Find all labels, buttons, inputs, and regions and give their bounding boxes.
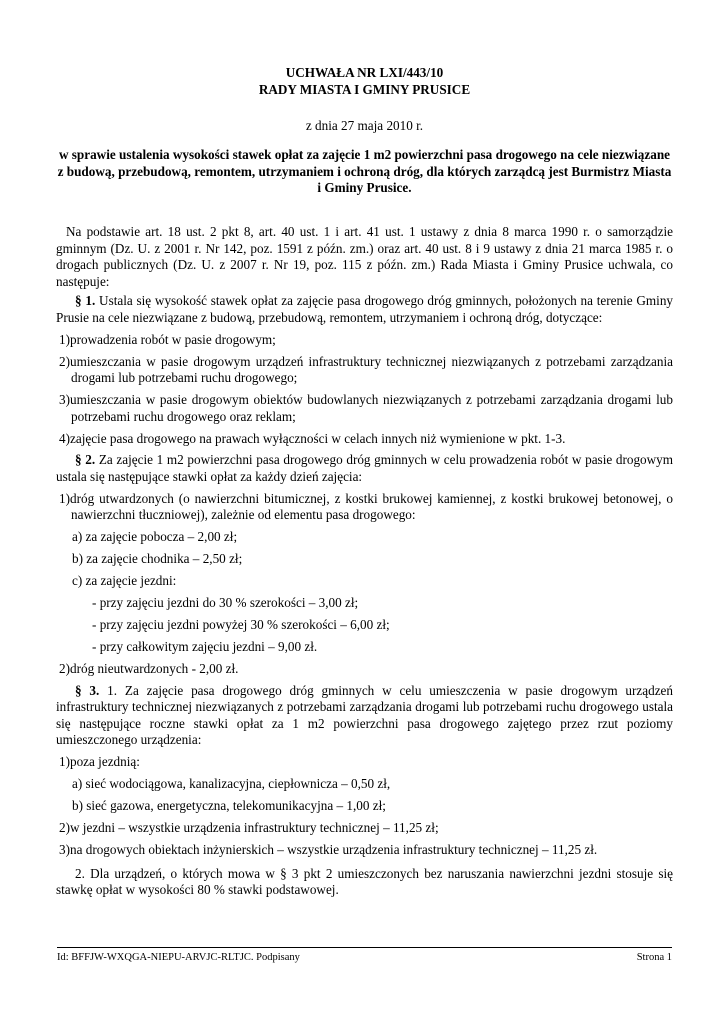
section-3 <box>56 683 673 749</box>
resolution-heading <box>56 65 673 98</box>
resolution-subject: w sprawie ustalenia wysokości stawek opłat za zajęcie 1 m2 powierzchni pasa drogowego na cele niezwiązane z budową, przebudową, remontem, utrzymaniem i ochroną dróg, dla których zarządcą jest Burmistrz Miasta i Gminy Prusice. <box>57 147 672 195</box>
document-body <box>56 65 673 899</box>
section-3-item-3: 3)na drogowych obiektach inżynierskich – wszystkie urządzenia infrastruktury technicznej – 11,25 zł. <box>59 842 598 857</box>
section-3-text: 1. Za zajęcie pasa drogowego dróg gminnych w celu umieszczenia w pasie drogowym urządzeń infrastruktury technicznej niezwiązanych z potrzebami zarządzania drogami lub potrzebami ruchu drogowego ustala się następujące roczne stawki opłat za 1 m2 powierzchni pasa drogowego zajętego przez rzut poziomy umieszczonego urządzenia: <box>56 682 674 747</box>
footer-divider <box>57 947 672 948</box>
section-3-subitem-b: b) sieć gazowa, energetyczna, telekomunikacyjna – 1,00 zł; <box>72 798 386 813</box>
roadway-rate-over-30: - przy zajęciu jezdni powyżej 30 % szerokości – 6,00 zł; <box>92 617 390 632</box>
section-1-item-2: 2)umieszczania w pasie drogowym urządzeń infrastruktury technicznej niezwiązanych z potrzebami zarządzania drogami lub potrzebami ruchu drogowego; <box>59 353 673 385</box>
council-name: RADY MIASTA I GMINY PRUSICE <box>258 81 471 97</box>
roadway-rate-full: - przy całkowitym zajęciu jezdni – 9,00 zł. <box>92 639 318 654</box>
roadway-rate-up-to-30: - przy zajęciu jezdni do 30 % szerokości – 3,00 zł; <box>92 595 359 610</box>
section-3-clause-2: 2. Dla urządzeń, o których mowa w § 3 pkt 2 umieszczonych bez naruszania nawierzchni jezdni stosuje się stawkę opłat w wysokości 80 % stawki podstawowej. <box>56 865 673 897</box>
section-1-item-3: 3)umieszczania w pasie drogowym obiektów budowlanych niezwiązanych z potrzebami zarządzania drogami lub potrzebami ruchu drogowego oraz reklam; <box>59 392 673 424</box>
section-2-text: Za zajęcie 1 m2 powierzchni pasa drogowego dróg gminnych w celu prowadzenia robót w pasie drogowym ustala się następujące stawki opłat za każdy dzień zajęcia: <box>56 452 674 484</box>
document-id: Id: BFFJW-WXQGA-NIEPU-ARVJC-RLTJC. Podpisany <box>57 952 300 963</box>
resolution-date: z dnia 27 maja 2010 r. <box>305 118 424 133</box>
section-3-subitem-a: a) sieć wodociągowa, kanalizacyjna, ciepłownicza – 0,50 zł, <box>72 776 391 791</box>
section-2-subitem-c: c) za zajęcie jezdni: <box>72 573 177 588</box>
section-1-text: Ustala się wysokość stawek opłat za zajęcie pasa drogowego dróg gminnych, położonych na terenie Gminy Prusie na cele niezwiązane z budową, przebudową, remontem, utrzymaniem i ochroną dróg, dotyczące: <box>56 293 674 325</box>
section-1 <box>56 293 673 326</box>
section-2 <box>56 452 673 485</box>
section-2-subitem-b: b) za zajęcie chodnika – 2,50 zł; <box>72 551 243 566</box>
section-3-item-2: 2)w jezdni – wszystkie urządzenia infrastruktury technicznej – 11,25 zł; <box>59 820 439 835</box>
page-number: Strona 1 <box>636 952 672 963</box>
section-1-label: § 1. <box>75 293 96 308</box>
section-2-item-1: 1)dróg utwardzonych (o nawierzchni bitumicznej, z kostki brukowej kamiennej, z kostki brukowej betonowej, o nawierzchni tłuczniowej), zależnie od elementu pasa drogowego: <box>59 490 673 522</box>
page-footer <box>57 951 672 964</box>
section-2-label: § 2. <box>75 452 96 467</box>
section-3-item-1: 1)poza jezdnią: <box>59 754 140 769</box>
section-3-label: § 3. <box>75 682 100 698</box>
legal-basis-paragraph: Na podstawie art. 18 ust. 2 pkt 8, art. 40 ust. 1 i art. 41 ust. 1 ustawy z dnia 8 marca 1990 r. o samorządzie gminnym (Dz. U. z 2001 r. Nr 142, poz. 1591 z późn. zm.) oraz art. 40 ust. 8 i 9 ustawy z dnia 21 marca 1985 r. o drogach publicznych (Dz. U. z 2007 r. Nr 19, poz. 115 z późn. zm.) Rada Miasta i Gminy Prusice uchwala, co następuje: <box>56 224 673 289</box>
section-2-item-2: 2)dróg nieutwardzonych - 2,00 zł. <box>59 661 239 676</box>
section-1-item-1: 1)prowadzenia robót w pasie drogowym; <box>59 331 276 347</box>
section-2-item-1-group <box>56 491 673 656</box>
section-3-item-1-group <box>56 754 673 815</box>
section-1-item-4: 4)zajęcie pasa drogowego na prawach wyłączności w celach innych niż wymienione w pkt. 1-3. <box>59 430 566 446</box>
resolution-number: UCHWAŁA NR LXI/443/10 <box>285 65 444 80</box>
section-2-subitem-a: a) za zajęcie pobocza – 2,00 zł; <box>72 529 238 544</box>
